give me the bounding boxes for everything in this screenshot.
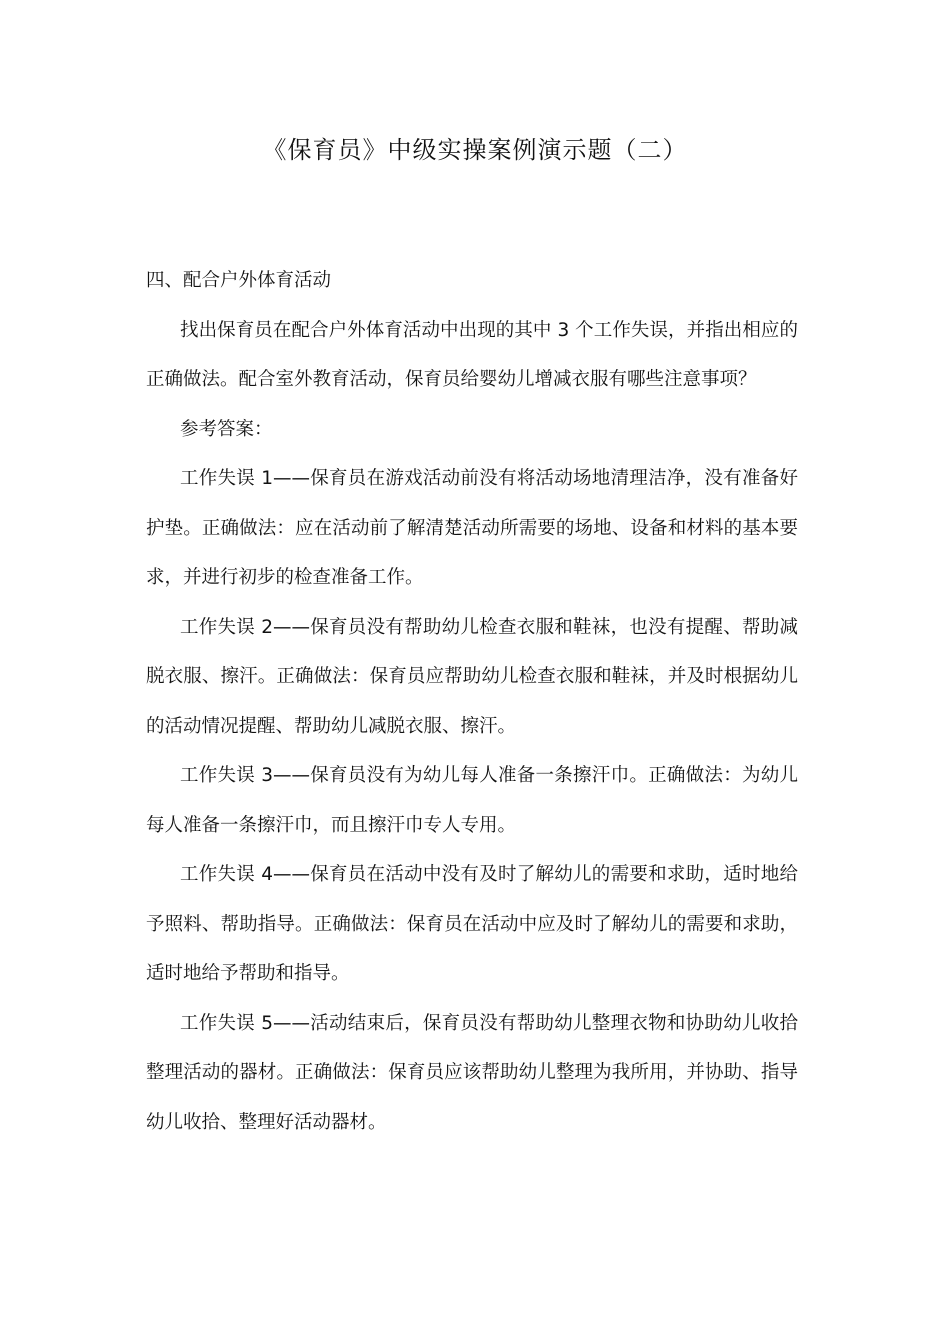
answer-paragraph: 工作失误 3——保育员没有为幼儿每人准备一条擦汗巾。正确做法：为幼儿每人准备一条擦汗巾，而且擦汗巾专人专用。 — [146, 765, 798, 836]
answer-paragraph: 工作失误 4——保育员在活动中没有及时了解幼儿的需要和求助，适时地给予照料、帮助指导。正确做法：保育员在活动中应及时了解幼儿的需要和求助，适时地给予帮助和指导。 — [146, 864, 798, 984]
answer-label: 参考答案： — [180, 418, 273, 440]
question-paragraph: 找出保育员在配合户外体育活动中出现的其中 3 个工作失误，并指出相应的正确做法。配合室外教育活动，保育员给婴幼儿增减衣服有哪些注意事项？ — [146, 319, 798, 390]
answer-paragraph: 工作失误 5——活动结束后，保育员没有帮助幼儿整理衣物和协助幼儿收拾整理活动的器材。正确做法：保育员应该帮助幼儿整理为我所用，并协助、指导幼儿收拾、整理好活动器材。 — [146, 1012, 798, 1133]
section-heading: 四、配合户外体育活动 — [146, 270, 332, 291]
document-body — [146, 256, 798, 1147]
answer-paragraph: 工作失误 2——保育员没有帮助幼儿检查衣服和鞋袜，也没有提醒、帮助减脱衣服、擦汗。正确做法：保育员应帮助幼儿检查衣服和鞋袜，并及时根据幼儿的活动情况提醒、帮助幼儿减脱衣服、擦汗。 — [146, 616, 798, 737]
document-title: 《保育员》中级实操案例演示题（二） — [262, 136, 688, 164]
answer-paragraph: 工作失误 1——保育员在游戏活动前没有将活动场地清理洁净，没有准备好护垫。正确做法：应在活动前了解清楚活动所需要的场地、设备和材料的基本要求，并进行初步的检查准备工作。 — [146, 468, 798, 588]
